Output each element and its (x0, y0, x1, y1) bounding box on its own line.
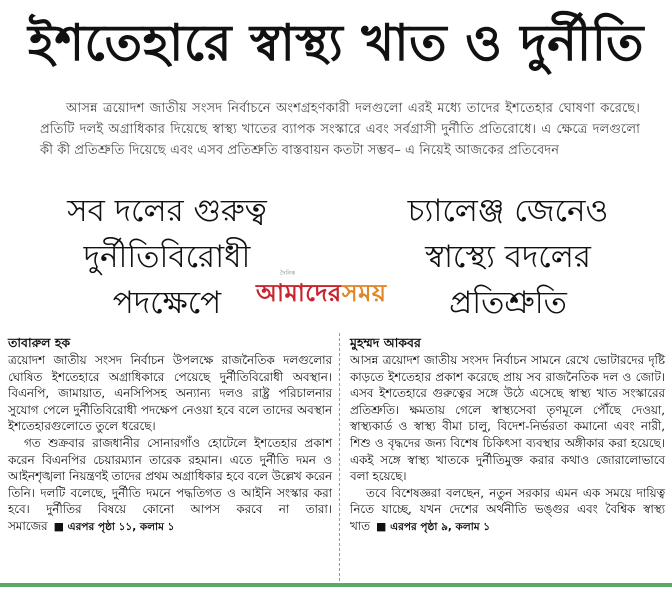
square-bullet-icon: ■ (53, 519, 64, 533)
left-story-body (8, 352, 332, 536)
right-jump-text: এরপর পৃষ্ঠা ৯, কলাম ১ (390, 520, 491, 533)
right-story-body (350, 352, 665, 536)
publisher-watermark (256, 270, 426, 310)
left-jump-line (54, 521, 175, 533)
right-byline: মুহম্মদ আকবর (350, 335, 421, 350)
intro-text: আসন্ন ত্রয়োদশ জাতীয় সংসদ নির্বাচনে অংশগ্রহণকারী দলগুলো এরই মধ্যে তাদের ইশতেহার ঘোষণা করেছে। প্রতিটি দলই অগ্রাধিকার দিয়েছে স্বাস্থ্য খাতের ব্যাপক সংস্কারে এবং সর্বগ্রাসী দুর্নীতি প্রতিরোধে। এ ক্ষেত্রে দলগুলো কী কী প্রতিশ্রুতি দিয়েছে এবং এসব প্রতিশ্রুতি বাস্তবায়ন কতটা সম্ভব– এ নিয়েই আজকের প্রতিবেদন (40, 101, 640, 158)
right-paragraph-1: আসন্ন ত্রয়োদশ জাতীয় সংসদ নির্বাচন সামনে রেখে ভোটারদের দৃষ্টি কাড়তে ইশতেহার প্রকাশ করেছে প্রায় সব রাজনৈতিক দল ও জোট। এসব ইশতেহারে গুরুত্বের সঙ্গে উঠে এসেছে স্বাস্থ্য খাত সংস্কারের প্রতিশ্রুতি। ক্ষমতায় গেলে স্বাস্থ্যসেবা তৃণমূলে পৌঁছে দেওয়া, স্বাস্থ্যকার্ড ও স্বাস্থ্য বীমা চালু, বিদেশ-নির্ভরতা কমানো এবং নারী, শিশু ও বৃদ্ধদের জন্য বিশেষ চিকিৎসা ব্যবস্থার অঙ্গীকার করা হয়েছে। একই সঙ্গে স্বাস্থ্য খাতকে দুর্নীতিমুক্ত করার কথাও জোরালোভাবে বলা হয়েছে। (350, 353, 665, 484)
right-jump-line (376, 521, 490, 533)
right-headline-line-1: চ্যালেঞ্জ জেনেও (407, 193, 609, 229)
left-jump-text: এরপর পৃষ্ঠা ১১, কলাম ১ (67, 520, 175, 533)
left-paragraph-2-text: গত শুক্রবার রাজধানীর সোনারগাঁও হোটেলে ইশতেহার প্রকাশ করেন বিএনপির চেয়ারম্যান তারেক রহমান। এতে দুর্নীতি দমন ও আইনশৃঙ্খলা নিয়ন্ত্রণই তাদের প্রথম অগ্রাধিকার হবে বলে উল্লেখ করেন তিনি। দলটি বলেছে, দুর্নীতি দমনে পদ্ধতিগত ও আইনি সংস্কার করা হবে। দুর্নীতির বিষয়ে কোনো আপস করবে না তারা। সমাজের (8, 435, 332, 533)
left-byline: তাবারুল হক (8, 335, 71, 350)
watermark-text-accent: সময় (341, 279, 387, 307)
page-headline: ইশতেহারে স্বাস্থ্য খাত ও দুর্নীতি (27, 14, 645, 72)
left-headline-line-3: পদক্ষেপে (112, 285, 222, 321)
right-headline-line-3: প্রতিশ্রুতি (449, 285, 567, 321)
left-headline-line-1: সব দলের গুরুত্ব (67, 193, 267, 229)
left-paragraph-2 (8, 435, 332, 536)
right-headline-line-2: স্বাস্থ্যে বদলের (425, 239, 591, 275)
watermark-tag: দৈনিক (280, 270, 296, 277)
watermark-text-main: আমাদের (256, 279, 342, 307)
left-headline-line-2: দুর্নীতিবিরোধী (83, 239, 251, 275)
bottom-color-rule (0, 583, 672, 587)
intro-block (40, 98, 640, 161)
left-paragraph-1: ত্রয়োদশ জাতীয় সংসদ নির্বাচন উপলক্ষে রাজনৈতিক দলগুলোর ঘোষিত ইশতেহারে অগ্রাধিকারে পেয়েছে দুর্নীতিবিরোধী অবস্থান। বিএনপি, জামায়াত, এনসিপিসহ অন্যান্য দলও রাষ্ট্র পরিচালনার সুযোগ পেলে দুর্নীতিবিরোধী পদক্ষেপ নেওয়া হবে বলে তাদের অবস্থান ইশতেহারগুলোতে তুলে ধরেছে। (8, 353, 332, 434)
square-bullet-icon: ■ (376, 519, 387, 533)
right-paragraph-2-text: তবে বিশেষজ্ঞরা বলছেন, নতুন সরকার এমন এক সময়ে দায়িত্ব নিতে যাচ্ছে, যখন দেশের অর্থনীতি ভঙ্গুর এবং বৈশ্বিক স্বাস্থ্য খাত (350, 485, 665, 533)
column-divider (339, 333, 340, 581)
right-paragraph-2 (350, 485, 665, 536)
